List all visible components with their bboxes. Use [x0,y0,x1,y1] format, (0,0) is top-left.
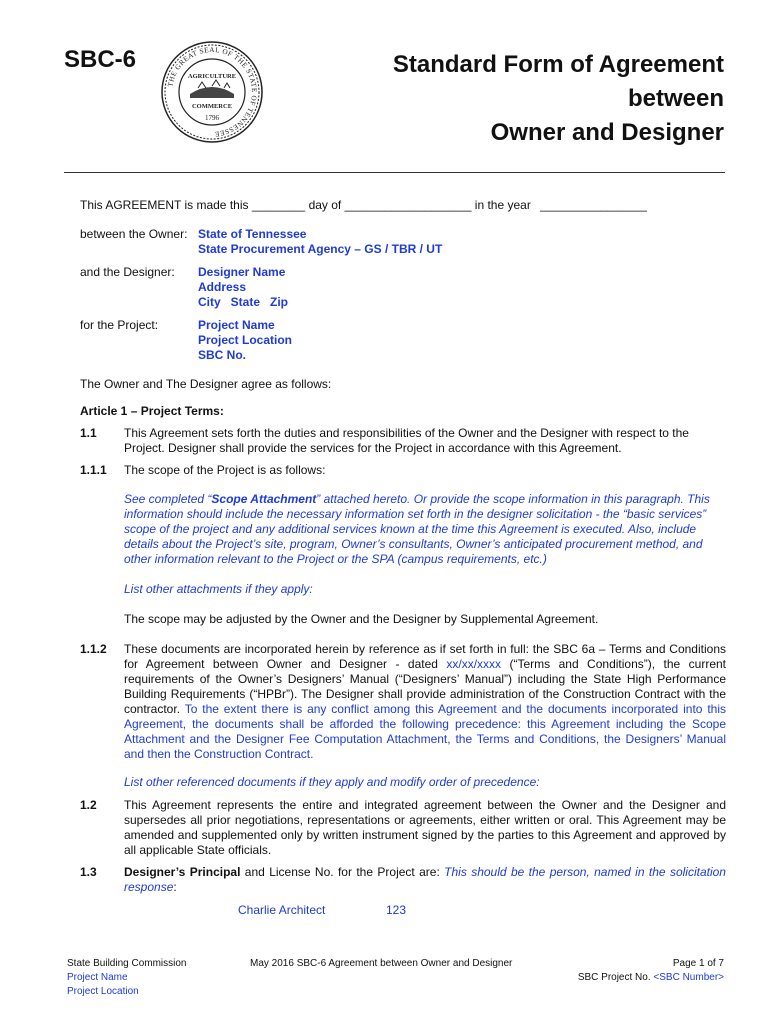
section-number: 1.3 [80,865,97,879]
project-line: Project Name [198,318,275,332]
page-number: Page 1 of 7 [672,958,724,969]
seal-inner-bottom: COMMERCE [191,103,233,110]
footer-project-name: Project Name [67,972,128,983]
seal-inner-top: AGRICULTURE [187,73,237,80]
day-field[interactable]: ________ [251,198,306,212]
designer-line: Designer Name [198,265,286,279]
owner-block [198,227,442,257]
project-line: Project Location [198,333,293,347]
scope-adjust-text: The scope may be adjusted by the Owner and the Designer by Supplemental Agreement. [124,612,599,626]
state-seal-logo [160,40,264,144]
section-number: 1.2 [80,798,97,812]
footer-commission: State Building Commission [67,958,187,969]
designer-block [198,265,288,310]
owner-label: between the Owner: [80,227,188,241]
agreement-date-line [80,198,647,213]
document-title [393,48,724,150]
agree-line: The Owner and The Designer agree as follows: [80,377,332,391]
month-field[interactable]: ___________________ [344,198,472,212]
header-divider [64,172,725,173]
seal-year: 1796 [205,114,219,122]
scope-instruction [124,492,726,567]
project-block [198,318,292,363]
instruction-text: ” attached hereto. Or provide the scope information in this paragraph. This information should include the necessary information set forth in the designer solicitation - the “basic services” scope of the project and any additional services known at the time this Agreement is executed. Also, include details about the Project’s site, program, Owner’s consultants, Owner’s anticipated procurement method, and other information relevant to the Project or the SPA (campus requirements, etc.) [124,492,710,566]
text-run: These documents are incorporated herein by reference as if set forth in full: the SBC 6a – Terms and Conditions for Agreement between Owner and Designer - dated [124,642,726,671]
instruction-text: See completed “ [124,492,212,506]
sbc-prefix: SBC Project No. [577,972,654,983]
sbc-number-field[interactable]: <SBC Number> [653,972,724,983]
section-text: This Agreement sets forth the duties and responsibilities of the Owner and the Designer with respect to the Project. Designer shall provide the services for the Project in accordance with this Agreement. [124,426,689,455]
title-line: between [627,85,724,112]
text-run: : [173,880,177,894]
owner-line: State Procurement Agency – GS / TBR / UT [198,242,443,256]
text-run: and License No. for the Project are: [240,865,445,879]
footer-center: May 2016 SBC-6 Agreement between Owner and Designer [250,958,513,969]
title-line: Standard Form of Agreement [392,51,724,78]
title-line: Owner and Designer [490,119,724,146]
designer-label: and the Designer: [80,265,175,279]
license-number-field[interactable]: 123 [386,903,407,917]
footer-right [578,957,724,985]
principal-instruction: This should be the person, named in the solicitation response [124,865,726,894]
section-text [124,642,726,762]
designer-line: Address [198,280,247,294]
made-prefix: This AGREEMENT is made this [80,198,249,212]
text-run: (“Terms and Conditions”), the current requirements of the Owner’s Designers’ Manual (“Designers’ Manual”) including the State High Performance Building Requirements (“HPBr”). The Designer shall provide administration of the Construction Contract with the contractor. [124,657,726,716]
principal-name-field[interactable]: Charlie Architect [238,903,326,917]
referenced-docs-instruction: List other referenced documents if they apply and modify order of precedence: [124,775,540,789]
day-of-label: day of [308,198,342,212]
sbc-project-no [578,971,724,985]
project-label: for the Project: [80,318,159,332]
attachments-instruction: List other attachments if they apply: [124,582,313,596]
footer-left [67,957,187,999]
owner-line: State of Tennessee [198,227,307,241]
section-number: 1.1.1 [80,463,107,477]
section-text: The scope of the Project is as follows: [124,463,326,477]
principal-label: Designer’s Principal [124,865,241,879]
precedence-text: To the extent there is any conflict among this Agreement and the documents incorporated into this Agreement, the documents shall be afforded the following precedence: this Agreement including the Scope Attachment and the Designer Fee Computation Attachment, the Terms and Conditions, the Designers’ Manual and then the Construction Contract. [124,702,726,761]
section-number: 1.1.2 [80,642,107,656]
section-number: 1.1 [80,426,97,440]
footer-project-location: Project Location [67,986,139,997]
year-field[interactable]: ________________ [540,198,647,212]
in-year-label: in the year [474,198,531,212]
designer-line: City State Zip [198,295,289,309]
terms-date-field[interactable]: xx/xx/xxxx [446,657,502,671]
article-heading: Article 1 – Project Terms: [80,404,224,418]
section-text: This Agreement represents the entire and integrated agreement between the Owner and the Designer and supersedes all prior negotiations, representations or agreements, either written or oral. This Agreement may be amended and supplemented only by written instrument signed by the parties to this Agreement and approved by all applicable State officials. [124,798,726,857]
project-line: SBC No. [198,348,246,362]
section-text [124,865,726,895]
seal-outer-text: THE GREAT SEAL OF THE STATE OF TENNESSEE [166,45,259,138]
document-code: SBC-6 [64,46,137,73]
scope-attachment-ref: Scope Attachment [211,492,317,506]
